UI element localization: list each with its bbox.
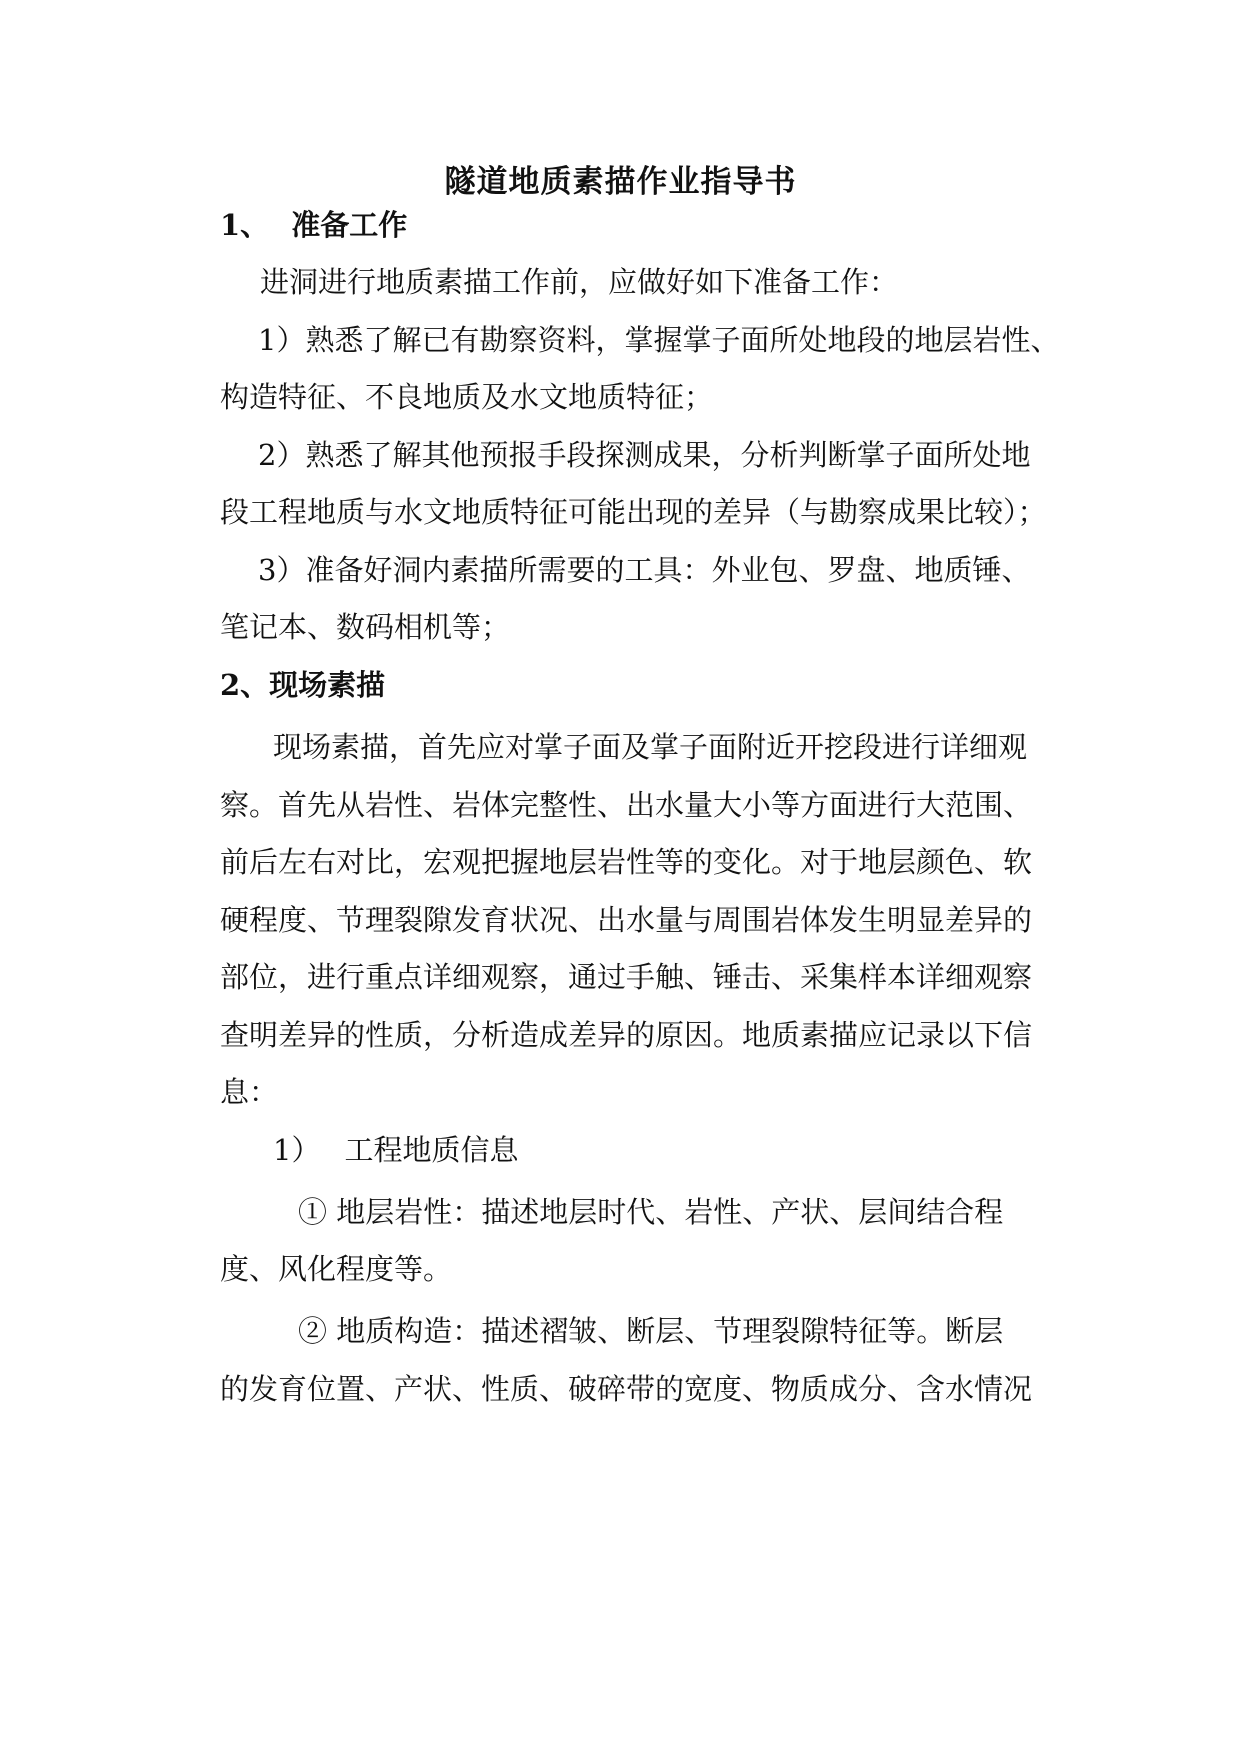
item-2-line-2: 段工程地质与水文地质特征可能出现的差异（与勘察成果比较）； [220, 495, 1047, 529]
section-2-para-line-7: 息： [220, 1075, 279, 1109]
section-2-para-line-4: 硬程度、节理裂隙发育状况、出水量与周围岩体发生明显差异的 [220, 903, 1033, 937]
item-2-line-1: 2）熟悉了解其他预报手段探测成果，分析判断掌子面所处地 [258, 438, 1031, 472]
item-3-line-1: 3）准备好洞内素描所需要的工具：外业包、罗盘、地质锤、 [258, 553, 1031, 587]
sub-1-label: 工程地质信息 [344, 1133, 519, 1167]
section-2-para-line-5: 部位，进行重点详细观察，通过手触、锤击、采集样本详细观察 [220, 960, 1033, 994]
section-1-number: 1、 [220, 208, 270, 242]
section-1-heading [220, 205, 407, 245]
item-a-line-1: ① 地层岩性：描述地层时代、岩性、产状、层间结合程 [298, 1195, 1004, 1229]
item-b-line-1: ② 地质构造：描述褶皱、断层、节理裂隙特征等。断层 [298, 1314, 1004, 1348]
section-2-para-line-6: 查明差异的性质，分析造成差异的原因。地质素描应记录以下信 [220, 1018, 1033, 1052]
section-2-heading: 2、现场素描 [220, 668, 386, 702]
item-1-line-2: 构造特征、不良地质及水文地质特征； [220, 380, 714, 414]
section-2-para-line-1: 现场素描，首先应对掌子面及掌子面附近开挖段进行详细观 [273, 730, 1028, 764]
sub-1-heading [273, 1130, 518, 1170]
section-1-title: 准备工作 [291, 208, 408, 242]
document-title: 隧道地质素描作业指导书 [444, 164, 797, 200]
section-2-para-line-3: 前后左右对比，宏观把握地层岩性等的变化。对于地层颜色、软 [220, 845, 1033, 879]
item-b-line-2: 的发育位置、产状、性质、破碎带的宽度、物质成分、含水情况 [220, 1372, 1033, 1406]
section-2-para-line-2: 察。首先从岩性、岩体完整性、出水量大小等方面进行大范围、 [220, 788, 1033, 822]
item-1-line-1: 1）熟悉了解已有勘察资料，掌握掌子面所处地段的地层岩性、 [258, 323, 1060, 357]
section-1-intro: 进洞进行地质素描工作前，应做好如下准备工作： [260, 265, 899, 299]
item-3-line-2: 笔记本、数码相机等； [220, 610, 511, 644]
sub-1-number: 1） [273, 1133, 321, 1167]
item-a-line-2: 度、风化程度等。 [220, 1252, 453, 1286]
